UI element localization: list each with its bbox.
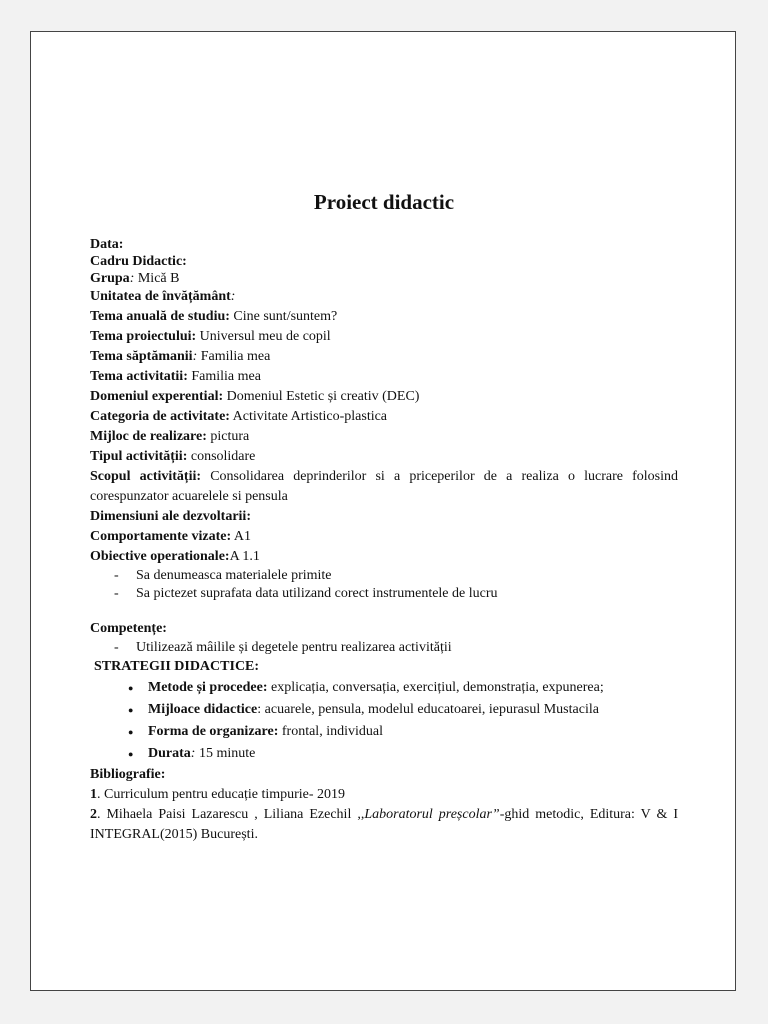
field-value: Activitate Artistico-plastica (229, 409, 388, 424)
document-page (30, 31, 736, 991)
field-value: pictura (206, 429, 250, 444)
item-text: . Curriculum pentru educație timpurie- 2019 (97, 787, 346, 802)
item-label: Forma de organizare: (148, 724, 279, 739)
field-label: Tipul activității: (90, 449, 188, 464)
item-value: 15 minute (195, 746, 256, 761)
field-label: Comportamente vizate: (90, 529, 232, 544)
item-value: : acuarele, pensula, modelul educatoarei, iepurasul Mustacila (257, 702, 599, 717)
field-value: Consolidarea deprinderilor si a priceperilor de a realiza o lucrare folosind corespunzator acuarelele si pensula (90, 469, 678, 504)
field-label: Tema anuală de studiu: (90, 309, 230, 324)
field-tema-anuala (90, 307, 678, 327)
field-tema-activitatii (90, 367, 678, 387)
field-colon: : (192, 349, 198, 364)
list-item (128, 699, 678, 721)
field-tema-proiect (90, 327, 678, 347)
competente-heading: Competențe: (90, 621, 167, 636)
list-item (128, 677, 678, 699)
field-label: Unitatea de învățământ (90, 289, 231, 304)
obiective-list (90, 567, 678, 603)
field-value: Mică B (134, 271, 180, 286)
field-cadru (90, 253, 678, 270)
field-comportamente (90, 527, 678, 547)
item-number: 1 (90, 787, 97, 802)
field-unitatea (90, 287, 678, 307)
field-label: Dimensiuni ale dezvoltarii: (90, 509, 251, 524)
field-label: Categoria de activitate: (90, 409, 230, 424)
spacer (90, 603, 678, 619)
field-label: Cadru Didactic: (90, 254, 187, 269)
item-value: explicația, conversația, exercițiul, demonstrația, expunerea; (267, 680, 604, 695)
list-item: - Sa pictezet suprafata data utilizand corect instrumentele de lucru (114, 585, 678, 603)
field-label: Obiective operationale: (90, 549, 230, 564)
list-item (128, 743, 678, 765)
field-value: A 1.1 (229, 549, 260, 564)
field-obiective (90, 547, 678, 567)
item-label: Metode și procedee: (148, 680, 268, 695)
field-domeniul (90, 387, 678, 407)
field-value: Domeniul Estetic și creativ (DEC) (223, 389, 420, 404)
list-item: - Utilizează mâilile și degetele pentru realizarea activității (114, 639, 678, 657)
field-value: Universul meu de copil (196, 329, 331, 344)
field-value: Familia mea (187, 369, 261, 384)
field-colon: : (230, 289, 236, 304)
field-label: Grupa (90, 271, 130, 286)
field-tema-saptamanii (90, 347, 678, 367)
bibliografie-heading: Bibliografie: (90, 767, 166, 782)
bibliografie-item (90, 785, 678, 805)
strategii-heading: STRATEGII DIDACTICE: (94, 659, 260, 674)
field-value: consolidare (187, 449, 256, 464)
field-label: Scopul activității: (90, 469, 202, 484)
page-title: Proiect didactic (313, 190, 455, 214)
field-colon: : (129, 271, 135, 286)
item-italic-title: Laboratorul preșcolar” (364, 807, 500, 822)
field-label: Data: (90, 237, 124, 252)
field-value: A1 (231, 529, 251, 544)
item-number: 2 (90, 807, 97, 822)
field-value: Cine sunt/suntem? (229, 309, 338, 324)
field-dimensiuni (90, 507, 678, 527)
field-tipul (90, 447, 678, 467)
competente-list (90, 639, 678, 657)
field-scopul (90, 467, 678, 507)
bibliografie-item (90, 805, 678, 845)
field-label: Domeniul experential: (90, 389, 224, 404)
list-item (128, 721, 678, 743)
field-data (90, 236, 678, 253)
document-body (90, 236, 678, 845)
field-grupa (90, 270, 678, 287)
item-label: Durata (148, 746, 191, 761)
field-label: Tema activitatii: (90, 369, 188, 384)
field-label: Tema proiectului: (90, 329, 197, 344)
field-mijloc (90, 427, 678, 447)
item-text: -ghid metodic, Editura: V & I INTEGRAL(2015) București. (90, 807, 679, 842)
field-value: Familia mea (197, 349, 271, 364)
field-label: Tema săptămanii (90, 349, 193, 364)
field-label: Mijloc de realizare: (90, 429, 207, 444)
item-colon: : (190, 746, 196, 761)
item-text: . Mihaela Paisi Lazarescu , Liliana Ezechil ,, (97, 807, 365, 822)
strategii-list (90, 677, 678, 765)
item-label: Mijloace didactice (148, 702, 258, 717)
item-value: frontal, individual (278, 724, 383, 739)
field-categoria (90, 407, 678, 427)
list-item: - Sa denumeasca materialele primite (114, 567, 678, 585)
